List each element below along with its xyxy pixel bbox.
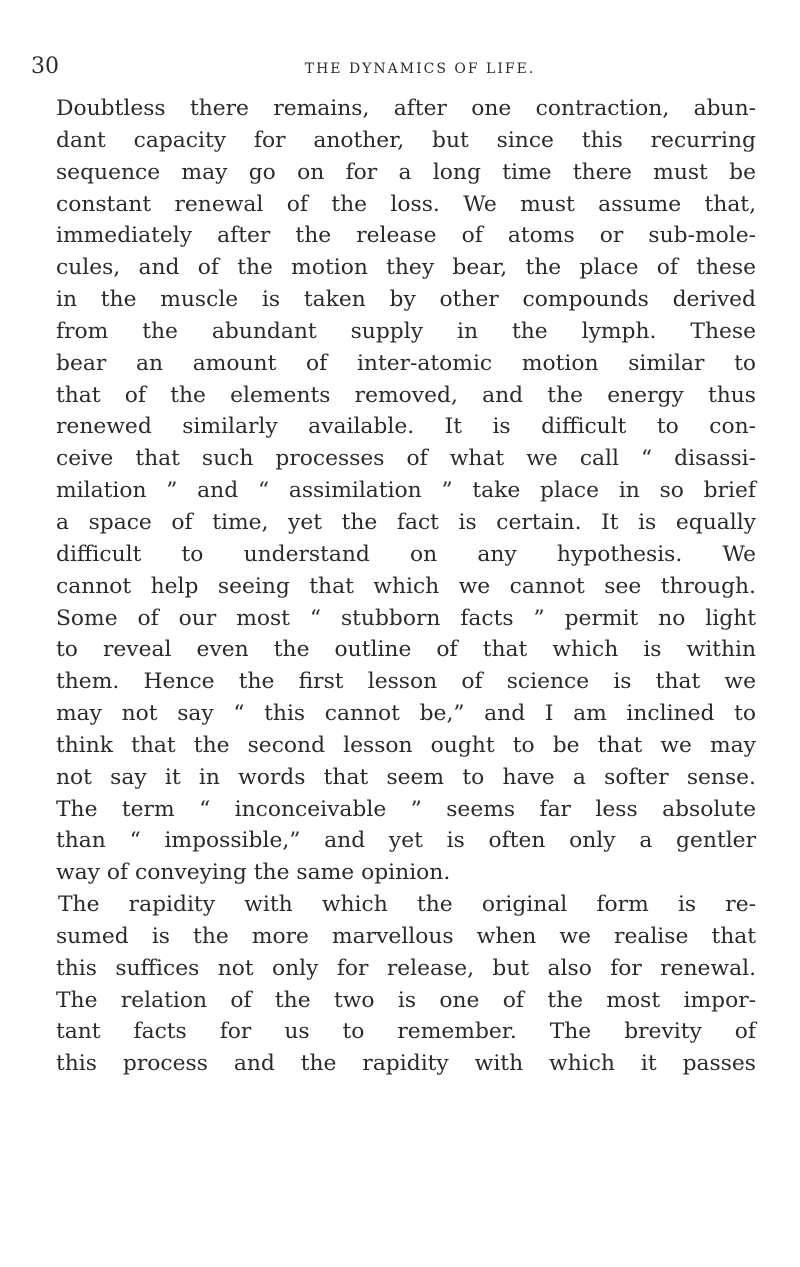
- text-line: bear an amount of inter-atomic motion similar to: [56, 350, 756, 376]
- text-line: think that the second lesson ought to be that we may: [56, 732, 756, 758]
- text-line: in the muscle is taken by other compounds derived: [56, 287, 756, 313]
- text-line: not say it in words that seem to have a softer sense.: [56, 764, 756, 790]
- text-line: The relation of the two is one of the most impor-: [56, 987, 756, 1013]
- text-line: The term “ inconceivable ” seems far less absolute: [56, 796, 756, 822]
- text-line: sequence may go on for a long time there must be: [56, 159, 756, 185]
- text-line: than “ impossible,” and yet is often only a gentler: [56, 828, 756, 854]
- paragraph-start-line: The rapidity with which the original form is re-: [58, 892, 756, 918]
- text-line: to reveal even the outline of that which is within: [56, 637, 756, 663]
- text-line: Doubtless there remains, after one contraction, abun-: [56, 96, 756, 121]
- text-line: immediately after the release of atoms or sub-mole-: [56, 223, 756, 249]
- text-line: renewed similarly available. It is difficult to con-: [56, 414, 756, 440]
- text-line: tant facts for us to remember. The brevity of: [56, 1019, 756, 1045]
- text-line: dant capacity for another, but since this recurring: [56, 127, 756, 153]
- text-line: milation ” and “ assimilation ” take place in so brief: [56, 478, 756, 504]
- text-line: difficult to understand on any hypothesis. We: [56, 541, 756, 567]
- text-line: them. Hence the first lesson of science is that we: [56, 669, 756, 695]
- text-line: way of conveying the same opinion.: [56, 860, 451, 886]
- text-line: ceive that such processes of what we call “ disassi-: [56, 446, 756, 472]
- text-line: sumed is the more marvellous when we realise that: [56, 923, 756, 949]
- body-text: [56, 93, 756, 1080]
- text-line: a space of time, yet the fact is certain. It is equally: [56, 509, 756, 535]
- text-line: cannot help seeing that which we cannot see through.: [56, 573, 756, 599]
- running-title: THE DYNAMICS OF LIFE.: [304, 61, 536, 77]
- page-number: 30: [31, 54, 59, 79]
- text-line: this suffices not only for release, but also for renewal.: [56, 955, 756, 981]
- text-line: this process and the rapidity with which it passes: [56, 1051, 756, 1077]
- text-line: constant renewal of the loss. We must assume that,: [56, 191, 756, 217]
- text-line: may not say “ this cannot be,” and I am inclined to: [56, 701, 756, 727]
- text-line: cules, and of the motion they bear, the place of these: [56, 255, 756, 281]
- text-line: Some of our most “ stubborn facts ” permit no light: [56, 605, 756, 631]
- text-line: that of the elements removed, and the energy thus: [56, 382, 756, 408]
- text-line: from the abundant supply in the lymph. These: [56, 318, 756, 344]
